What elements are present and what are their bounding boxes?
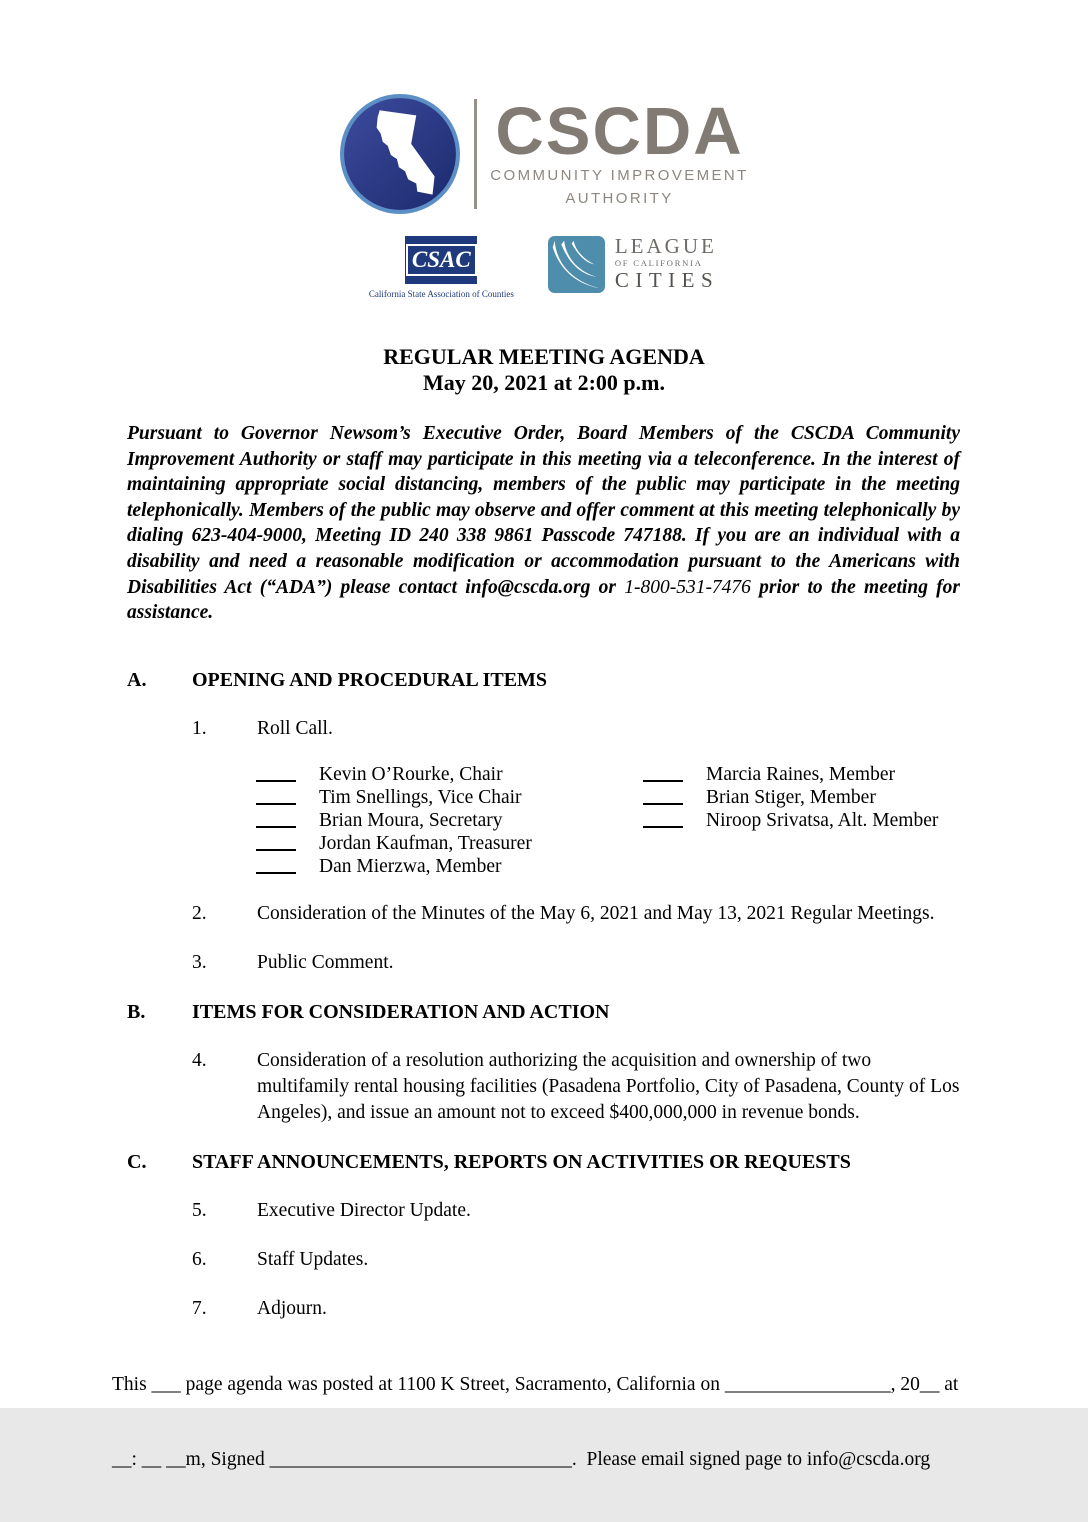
agenda-body (127, 668, 961, 1322)
cscda-logo (0, 93, 1088, 215)
roll-call-name: Dan Mierzwa, Member (319, 855, 502, 877)
roll-call-blank (643, 803, 683, 805)
roll-call-left-column (256, 763, 643, 878)
footer-line2: __: __ __m, Signed _______________________________. Please email signed page to info@cscda.org (112, 1448, 931, 1470)
roll-call-name: Brian Stiger, Member (706, 786, 876, 808)
roll-call-row (643, 786, 938, 809)
item-text: Adjourn. (257, 1297, 327, 1319)
league-swoosh-icon (548, 236, 605, 293)
cscda-subtitle-line1: COMMUNITY IMPROVEMENT (490, 167, 749, 184)
partner-logos (0, 236, 1088, 299)
item-text: Consideration of a resolution authorizing the acquisition and ownership of two multifamily rental housing facilities (Pasadena Portfolio, City of Pasadena, County of Los Angeles), and issue an amount not to exceed $400,000,000 in revenue bonds. (257, 1049, 960, 1123)
item-number: 5. (192, 1199, 207, 1221)
roll-call-row (256, 809, 643, 832)
roll-call-blank (256, 803, 296, 805)
footer-line1: This ___ page agenda was posted at 1100 K Street, Sacramento, California on _________________, 20__ at (112, 1373, 959, 1395)
section-letter: A. (127, 668, 147, 691)
item-text: Roll Call. (257, 717, 333, 739)
roll-call-row (256, 786, 643, 809)
roll-call-row (256, 763, 643, 786)
roll-call-name: Kevin O’Rourke, Chair (319, 763, 503, 785)
agenda-item-4 (192, 1048, 961, 1126)
agenda-item-6 (192, 1247, 961, 1273)
california-badge-icon (339, 93, 461, 215)
item-number: 3. (192, 951, 207, 973)
csac-caption: California State Association of Counties (368, 289, 514, 299)
roll-call-blank (643, 826, 683, 828)
roll-call-blank (256, 849, 296, 851)
item-text: Public Comment. (257, 951, 394, 973)
league-text (615, 236, 719, 292)
item-text: Staff Updates. (257, 1248, 369, 1270)
roll-call-name: Marcia Raines, Member (706, 763, 895, 785)
cscda-subtitle-line2: AUTHORITY (565, 189, 674, 207)
roll-call-name: Tim Snellings, Vice Chair (319, 786, 522, 808)
roll-call-list (256, 763, 961, 878)
league-line2: OF CALIFORNIA (614, 258, 703, 269)
section-letter: C. (127, 1150, 147, 1173)
league-line3: CITIES (614, 268, 720, 293)
notice-body: Pursuant to Governor Newsom’s Executive Order, Board Members of the CSCDA Community Improvement Authority or staff may participate in this meeting via a teleconference. In the interest of maintaining appropriate social distancing, members of the public may participate in the meeting telephonically. Members of the public may observe and offer comment at this meeting telephonically by dialing 623-404-9000, Meeting ID 240 338 9861 Passcode 747188. If you are an individual with a disability and need a reasonable modification or accommodation pursuant to the Americans with Disabilities Act (“ADA”) please contact info@cscda.org or (127, 423, 960, 598)
section-title: STAFF ANNOUNCEMENTS, REPORTS ON ACTIVITIES OR REQUESTS (192, 1150, 851, 1173)
notice-closing: prior to the meeting for assistance. (127, 576, 960, 624)
item-text: Executive Director Update. (257, 1199, 471, 1221)
agenda-item-1 (192, 716, 961, 742)
item-number: 4. (192, 1049, 207, 1071)
item-number: 6. (192, 1248, 207, 1270)
title-block (0, 344, 1088, 396)
roll-call-row (256, 855, 643, 878)
posting-footer (112, 1322, 980, 1522)
roll-call-blank (256, 872, 296, 874)
section-b-heading (127, 1000, 961, 1025)
roll-call-blank (256, 826, 296, 828)
ada-phone-number: 1-800-531-7476 (624, 576, 751, 598)
cscda-wordmark (490, 94, 749, 210)
roll-call-name: Niroop Srivatsa, Alt. Member (706, 809, 939, 831)
csac-box-icon (405, 236, 477, 284)
section-a-heading (127, 668, 961, 693)
teleconference-notice (127, 421, 960, 626)
roll-call-blank (256, 780, 296, 782)
league-logo (548, 236, 719, 293)
section-title: OPENING AND PROCEDURAL ITEMS (192, 668, 548, 691)
agenda-item-5 (192, 1198, 961, 1224)
csac-acronym: CSAC (406, 244, 477, 277)
csac-logo (369, 236, 514, 299)
roll-call-blank (643, 780, 683, 782)
agenda-item-7 (192, 1296, 961, 1322)
roll-call-row (643, 809, 938, 832)
roll-call-name: Jordan Kaufman, Treasurer (319, 832, 532, 854)
doc-datetime: May 20, 2021 at 2:00 p.m. (423, 370, 665, 395)
roll-call-right-column (643, 763, 938, 878)
item-number: 7. (192, 1297, 207, 1319)
item-text: Consideration of the Minutes of the May 6, 2021 and May 13, 2021 Regular Meetings. (257, 902, 935, 924)
section-title: ITEMS FOR CONSIDERATION AND ACTION (192, 1000, 610, 1023)
league-line1: LEAGUE (614, 234, 717, 259)
doc-title: REGULAR MEETING AGENDA (383, 344, 705, 369)
section-c-heading (127, 1150, 961, 1175)
cscda-acronym: CSCDA (495, 94, 744, 169)
agenda-item-3 (192, 950, 961, 976)
section-letter: B. (127, 1000, 146, 1023)
roll-call-row (256, 832, 643, 855)
header (0, 93, 1088, 299)
logo-divider (474, 99, 477, 209)
roll-call-name: Brian Moura, Secretary (319, 809, 503, 831)
roll-call-row (643, 763, 938, 786)
agenda-item-2 (192, 901, 961, 927)
item-number: 2. (192, 902, 207, 924)
item-number: 1. (192, 717, 207, 739)
